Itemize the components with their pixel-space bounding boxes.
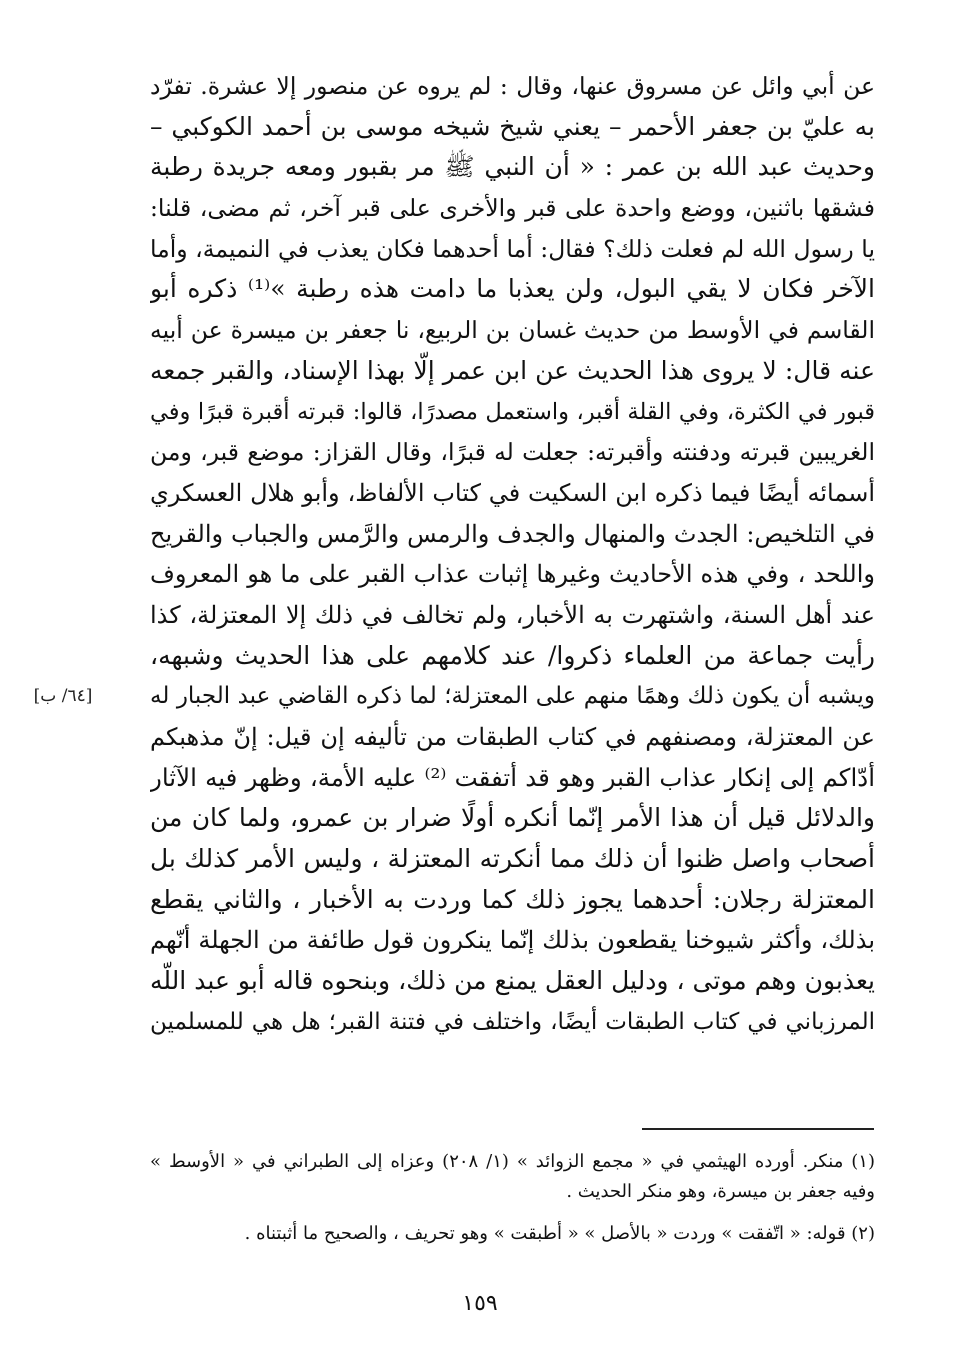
text-line: وحديث عبد الله بن عمر : « أن النبي ﷺ مر بقبور ومعه جريدة رطبة	[150, 152, 875, 182]
text-line: فشقها باثنين، ووضع واحدة على قبر والأخرى على قبر آخر، ثم مضى، قلنا:	[150, 194, 875, 223]
text-line: المعتزلة رجلان: أحدهما يجوز ذلك كما وردت به الأخبار ، والثاني يقطع	[150, 884, 875, 914]
text-line: عنه قال: لا يروى هذا الحديث عن ابن عمر إلّا بهذا الإسناد، والقبر جمعه	[150, 355, 875, 385]
text-line: ويشبه أن يكون ذلك وهمًا منهم على المعتزلة؛ لما ذكره القاضي عبد الجبار له	[150, 683, 875, 710]
text-line: يا رسول الله لم فعلت ذلك؟ فقال: أما أحدهما فكان يعذب في النميمة، وأما	[150, 234, 875, 263]
text-line: والدلائل قيل أن هذا الأمر إنّما أنكره أولًا ضرار بن عمرو، ولما كان من	[150, 803, 875, 833]
footnote-1-line-1: (١) منكر. أورده الهيثمي في « مجمع الزوائد » (١/ ٢٠٨) وعزاه إلى الطبراني في « الأوسط »	[150, 1151, 875, 1172]
text-line: بذلك، وأكثر شيوخنا يقطعون بذلك إنّما ينكرون قول طائفة من الجهلة أنّهم	[150, 926, 875, 955]
text-line: عن المعتزلة، ومصنفهم في كتاب الطبقات من تأليفه إن قيل: إنّ مذهبكم	[150, 723, 875, 751]
manuscript-folio-marker: [٦٤/ ب]	[33, 686, 93, 706]
text-line: به عليّ بن جعفر الأحمر – يعني شيخ شيخه موسى بن أحمد الكوكبي –	[150, 111, 875, 141]
footnote-spacer	[150, 1207, 875, 1219]
page-number: ١٥٩	[462, 1291, 498, 1316]
text-line: يعذبون وهم موتى ، ودليل العقل يمنع من ذلك، وبنحوه قاله أبو عبد اللّه	[150, 966, 875, 996]
text-line: أسمائه أيضًا فيما ذكره ابن السكيت في كتاب الألفاظ، وأبو هلال العسكري	[150, 478, 875, 507]
text-line: قبور في الكثرة، وفي القلة أقبر، واستعمل مصدرًا، قالوا: قبرته أقبرة قبرًا وفي	[150, 398, 875, 425]
main-text	[150, 66, 875, 1043]
text-line: الآخر فكان لا يقي البول، ولن يعذبا ما دامت هذه رطبة »⁽¹⁾ ذكره أبو	[150, 274, 875, 304]
text-line: في التلخيص: الجدث والمنهال والجدف والرمس والرَّمس والجباب والقريح	[150, 519, 875, 548]
footnote-1-line-2: وفيه جعفر بن ميسرة، وهو منكر الحديث .	[566, 1181, 875, 1202]
text-line: القاسم في الأوسط من حديث غسان بن الربيع، نا جعفر بن ميسرة عن أبيه	[150, 316, 875, 345]
footnotes	[150, 1147, 875, 1249]
text-line: رأيت جماعة من العلماء ذكروا/ عند كلامهم على هذا الحديث وشبهه،	[150, 640, 875, 670]
text-line: واللحد ، وفي هذه الأحاديث وغيرها إثبات عذاب القبر على ما هو المعروف	[150, 560, 875, 589]
text-line: أدّاكم إلى إنكار عذاب القبر وهو قد أتفقت ⁽²⁾ عليه الأمة، وظهر فيه الآثار	[150, 762, 875, 792]
text-line: الغريبين قبرته ودفنته وأقبرته: جعلت له قبرًا، وقال القزاز: موضع قبر، ومن	[150, 438, 875, 467]
text-line: عن أبي وائل عن مسروق عنها، وقال : لم يروه عن منصور إلا عشرة. تفرّد	[150, 72, 875, 100]
text-line: المرزباني في كتاب الطبقات أيضًا، واختلف في فتنة القبر؛ هل هي للمسلمين	[150, 1008, 875, 1035]
footnote-separator	[642, 1128, 874, 1130]
footnote-2-line-1: (٢) قوله: « اتّفقت » وردت « بالأصل » « أطبقت » وهو تحريف ، والصحيح ما أثبتناه .	[244, 1223, 875, 1244]
text-line: أصحاب واصل ظنوا أن ذلك مما أنكرته المعتزلة ، وليس الأمر كذلك بل	[150, 844, 875, 874]
text-line: عند أهل السنة، واشتهرت به الأخبار، ولم تخالف في ذلك إلا المعتزلة، كذا	[150, 600, 875, 629]
